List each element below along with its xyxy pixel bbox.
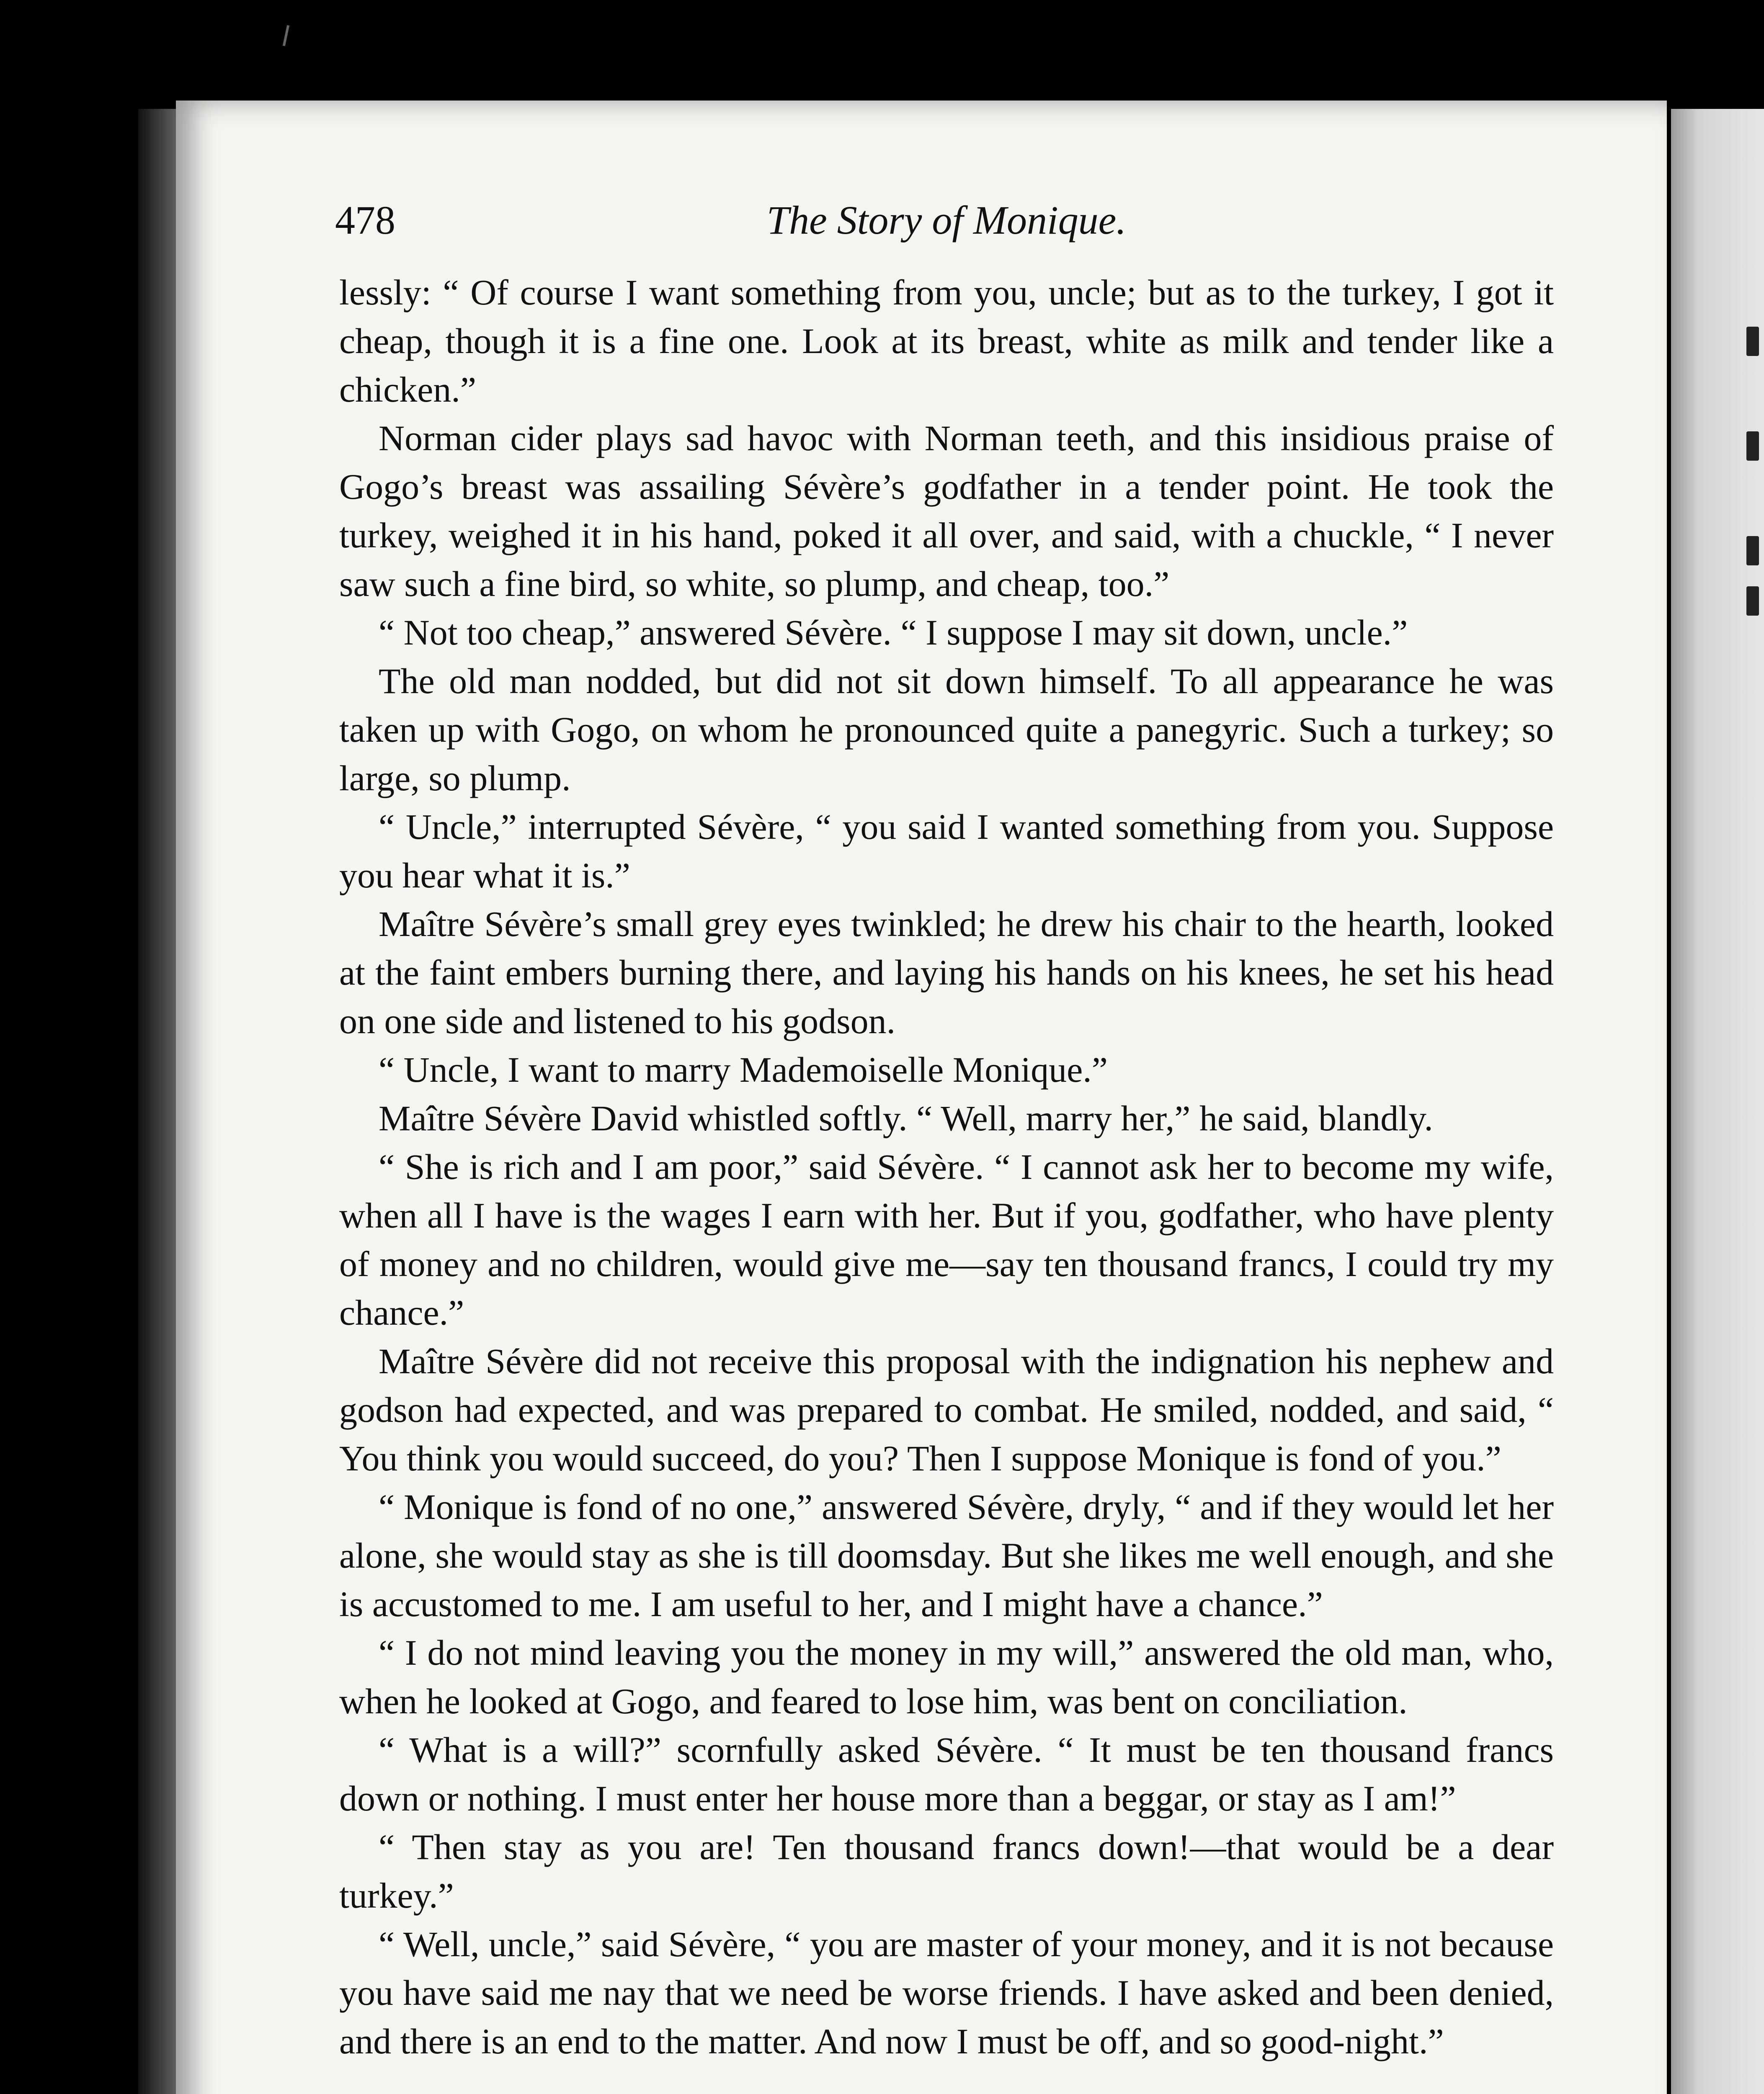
running-title: The Story of Monique. [766, 198, 1127, 242]
paragraph: “ She is rich and I am poor,” said Sévère. “ I cannot ask her to become my wife, when all I have is the wages I earn with her. But if you, godfather, who have plenty of money and no children, would give me—say ten thousand francs, I could try my chance.” [339, 1147, 1554, 1333]
paragraph: Maître Sévère did not receive this proposal with the indignation his nephew and godson had expected, and was prepared to combat. He smiled, nodded, and said, “ You think you would succeed, do you? Then I suppose Monique is fond of you.” [339, 1341, 1554, 1478]
facing-page-text-fragment [1746, 536, 1759, 565]
paragraph: “ Not too cheap,” answered Sévère. “ I suppose I may sit down, uncle.” [379, 612, 1408, 652]
paragraph: “ I do not mind leaving you the money in my will,” answered the old man, who, when he looked at Gogo, and feared to lose him, was bent on conciliation. [339, 1632, 1554, 1721]
paragraph: “ Monique is fond of no one,” answered Sévère, dryly, “ and if they would let her alone, she would stay as she is till doomsday. But she likes me well enough, and she is accustomed to me. I am useful to her, and I might have a chance.” [339, 1487, 1554, 1624]
paragraph: Maître Sévère’s small grey eyes twinkled; he drew his chair to the hearth, looked at the faint embers burning there, and laying his hands on his knees, he set his head on one side and listened to his godson. [339, 904, 1554, 1041]
body-text [339, 268, 1554, 2066]
paragraph: The old man nodded, but did not sit down himself. To all appearance he was taken up with Gogo, on whom he pronounced quite a panegyric. Such a turkey; so large, so plump. [339, 661, 1554, 798]
scan-mark [283, 25, 289, 46]
facing-page-edge [1671, 109, 1764, 2094]
page-header [335, 197, 1558, 255]
paragraph: “ What is a will?” scornfully asked Sévère. “ It must be ten thousand francs down or nothing. I must enter her house more than a beggar, or stay as I am!” [339, 1730, 1554, 1818]
paragraph: lessly: “ Of course I want something from you, uncle; but as to the turkey, I got it cheap, though it is a fine one. Look at its breast, white as milk and tender like a chicken.” [339, 272, 1554, 410]
paragraph: Maître Sévère David whistled softly. “ Well, marry her,” he said, blandly. [379, 1098, 1433, 1138]
facing-page-text-fragment [1746, 431, 1759, 461]
paragraph: Norman cider plays sad havoc with Norman teeth, and this insidious praise of Gogo’s breast was assailing Sévère’s godfather in a tender point. He took the turkey, weighed it in his hand, poked it all over, and said, with a chuckle, “ I never saw such a fine bird, so white, so plump, and cheap, too.” [339, 418, 1554, 604]
facing-page-text-fragment [1746, 586, 1759, 616]
page-number: 478 [335, 198, 395, 242]
facing-page-text-fragment [1746, 327, 1759, 356]
paragraph: “ Uncle, I want to marry Mademoiselle Monique.” [379, 1050, 1108, 1090]
paragraph: “ Uncle,” interrupted Sévère, “ you said I wanted something from you. Suppose you hear what it is.” [339, 807, 1554, 895]
paragraph: “ Well, uncle,” said Sévère, “ you are master of your money, and it is not because you have said me nay that we need be worse friends. I have asked and been denied, and there is an end to the matter. And now I must be off, and so good-night.” [339, 1924, 1554, 2061]
paragraph: “ Then stay as you are! Ten thousand francs down!—that would be a dear turkey.” [339, 1827, 1554, 1916]
